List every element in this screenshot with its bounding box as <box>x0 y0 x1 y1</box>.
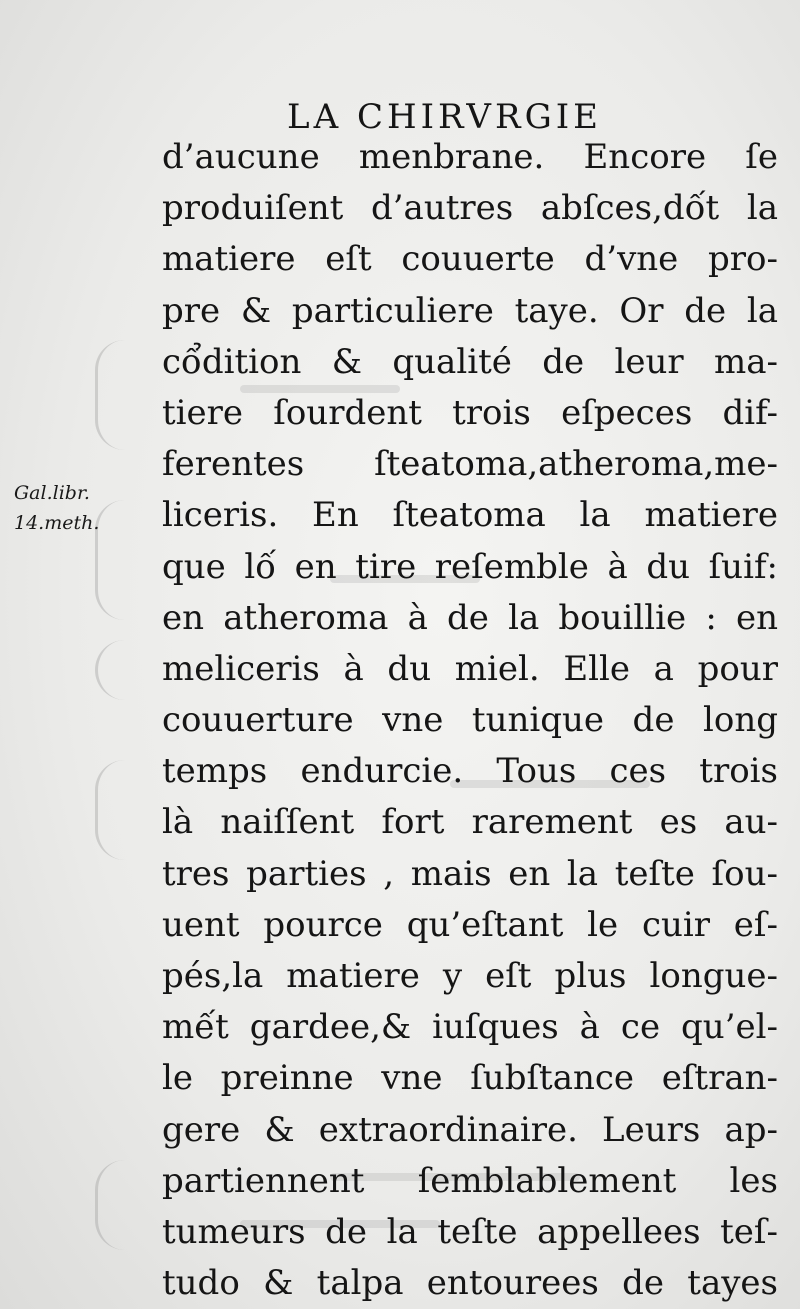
text-line: d’aucune menbrane. Encore ſe <box>162 137 778 177</box>
pencil-bracket-mark <box>95 500 158 620</box>
pencil-bracket-mark <box>95 640 158 700</box>
text-line: cổdition & qualité de leur ma- <box>162 341 778 382</box>
text-line: mết gardee,& iuſques à ce qu’el- <box>162 1007 778 1048</box>
text-line: couuerture vne tunique de long <box>162 700 778 741</box>
text-line: matiere eſt couuerte d’vne pro- <box>162 239 778 280</box>
text-line: pés,la matiere y eſt plus longue- <box>162 956 778 996</box>
text-line: pre & particuliere taye. Or de la <box>162 290 778 331</box>
text-line: tudo & talpa entourees de tayes <box>162 1263 778 1304</box>
text-line: le preinne vne ſubſtance eſtran- <box>162 1058 778 1099</box>
text-line: en atheroma à de la bouillie : en <box>162 597 778 638</box>
text-line: là naiſſent fort rarement es au- <box>162 802 778 843</box>
text-line: que lố en tire reſemble à du ſuif: <box>162 546 778 587</box>
marginal-note <box>14 478 99 538</box>
text-line: temps endurcie. Tous ces trois <box>162 751 778 792</box>
text-line: tres parties , mais en la teſte ſou- <box>162 853 778 894</box>
text-line: tiere ſourdent trois eſpeces dif- <box>162 392 778 433</box>
marginal-note-line: 14.meth. <box>14 512 100 534</box>
pencil-bracket-mark <box>95 340 158 450</box>
marginal-note-line: Gal.libr. <box>14 482 90 504</box>
running-head: LA CHIRVRGIE <box>287 97 602 137</box>
text-line: uent pource qu’eſtant le cuir eſ- <box>162 904 778 945</box>
body-text <box>162 132 778 1309</box>
text-line: ferentes ſteatoma,atheroma,me- <box>162 444 778 485</box>
text-line: produiſent d’autres abſces,dốt la <box>162 188 778 229</box>
text-line: liceris. En ſteatoma la matiere <box>162 495 778 536</box>
pencil-bracket-mark <box>95 760 158 860</box>
text-line: meliceris à du miel. Elle a pour <box>162 648 778 689</box>
pencil-bracket-mark <box>95 1160 158 1250</box>
text-line: partiennent ſemblablement les <box>162 1160 778 1201</box>
text-line: gere & extraordinaire. Leurs ap- <box>162 1109 778 1150</box>
text-line: tumeurs de la teſte appellees teſ- <box>162 1211 778 1252</box>
